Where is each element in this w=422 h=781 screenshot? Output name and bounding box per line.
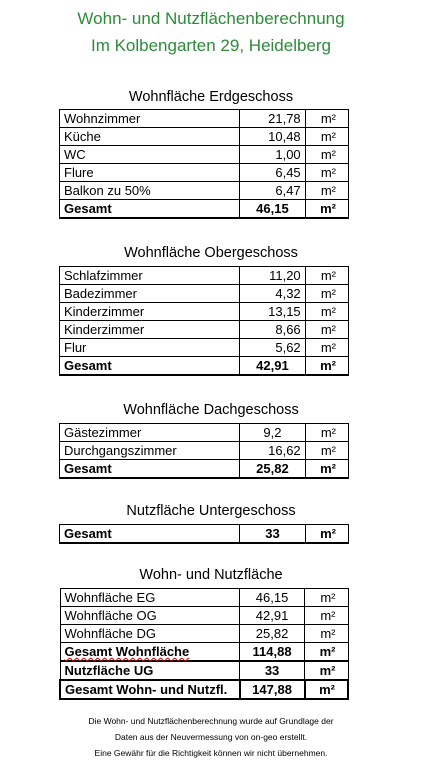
total-row — [60, 200, 349, 219]
section-title-untergeschoss: Nutzfläche Untergeschoss — [126, 503, 296, 519]
room-name: Badezimmer — [60, 285, 240, 303]
total-area: 33 — [240, 525, 305, 544]
document-address: Im Kolbengarten 29, Heidelberg — [90, 36, 332, 55]
room-area: 21,78 — [240, 110, 305, 128]
table-dachgeschoss — [59, 423, 349, 479]
unit-label: m² — [305, 110, 348, 128]
wohn-total-area: 114,88 — [240, 643, 305, 662]
unit-label: m² — [305, 267, 348, 285]
room-area: 11,20 — [240, 267, 305, 285]
document-title: Wohn- und Nutzflächenberechnung — [77, 9, 345, 28]
unit-label: m² — [305, 164, 348, 182]
grand-total-row — [60, 680, 348, 699]
room-area: 5,62 — [240, 339, 305, 357]
unit-label: m² — [305, 146, 348, 164]
table-row — [60, 339, 349, 357]
wohn-total-text: Gesamt Wohnfläche — [64, 644, 190, 659]
room-area: 8,66 — [240, 321, 305, 339]
unit-label: m² — [305, 128, 348, 146]
table-row — [60, 267, 349, 285]
summary-name: Wohnfläche DG — [60, 625, 240, 643]
room-name: Flure — [60, 164, 240, 182]
room-area: 6,47 — [240, 182, 305, 200]
unit-label: m² — [305, 357, 348, 376]
table-row — [60, 442, 349, 460]
table-row — [60, 625, 348, 643]
nutz-total-area: 33 — [240, 661, 305, 680]
table-row — [60, 182, 349, 200]
table-row — [60, 303, 349, 321]
unit-label: m² — [305, 607, 348, 625]
unit-label: m² — [305, 680, 348, 699]
total-row — [60, 460, 349, 479]
summary-name: Wohnfläche OG — [60, 607, 240, 625]
table-row — [60, 164, 349, 182]
footer-note-2: Daten aus der Neuvermessung von on-geo erstellt. — [114, 732, 308, 742]
room-name: WC — [60, 146, 240, 164]
total-label: Gesamt — [60, 525, 240, 544]
unit-label: m² — [305, 460, 348, 479]
unit-label: m² — [305, 182, 348, 200]
table-row — [60, 128, 349, 146]
grand-total-area: 147,88 — [240, 680, 305, 699]
unit-label: m² — [305, 303, 348, 321]
room-name: Balkon zu 50% — [60, 182, 240, 200]
room-name: Wohnzimmer — [60, 110, 240, 128]
wohn-total-label — [60, 643, 240, 662]
summary-area: 25,82 — [240, 625, 305, 643]
nutz-total-label: Nutzfläche UG — [60, 661, 240, 680]
table-row — [60, 285, 349, 303]
table-row — [60, 607, 348, 625]
room-area: 9,2 — [240, 424, 305, 442]
summary-area: 46,15 — [240, 589, 305, 607]
unit-label: m² — [305, 424, 348, 442]
room-area: 10,48 — [240, 128, 305, 146]
room-name: Kinderzimmer — [60, 321, 240, 339]
total-row — [60, 357, 349, 376]
summary-name: Wohnfläche EG — [60, 589, 240, 607]
room-area: 16,62 — [240, 442, 305, 460]
unit-label: m² — [305, 200, 348, 219]
table-row — [60, 589, 348, 607]
summary-area: 42,91 — [240, 607, 305, 625]
total-label: Gesamt — [60, 200, 240, 219]
total-label: Gesamt — [60, 460, 240, 479]
section-title-dachgeschoss: Wohnfläche Dachgeschoss — [123, 402, 299, 418]
table-erdgeschoss — [59, 109, 349, 219]
room-area: 1,00 — [240, 146, 305, 164]
wohn-total-row — [60, 643, 348, 662]
unit-label: m² — [305, 285, 348, 303]
grand-total-label: Gesamt Wohn- und Nutzfl. — [60, 680, 240, 699]
section-title-obergeschoss: Wohnfläche Obergeschoss — [124, 245, 298, 261]
unit-label: m² — [305, 661, 348, 680]
table-summary — [59, 588, 349, 700]
unit-label: m² — [305, 589, 348, 607]
section-title-erdgeschoss: Wohnfläche Erdgeschoss — [128, 89, 294, 105]
room-area: 4,32 — [240, 285, 305, 303]
table-obergeschoss — [59, 266, 349, 376]
unit-label: m² — [305, 525, 348, 544]
room-name: Durchgangszimmer — [60, 442, 240, 460]
table-untergeschoss — [59, 524, 349, 544]
unit-label: m² — [305, 442, 348, 460]
unit-label: m² — [305, 625, 348, 643]
unit-label: m² — [305, 321, 348, 339]
room-name: Küche — [60, 128, 240, 146]
total-label: Gesamt — [60, 357, 240, 376]
section-title-summary: Wohn- und Nutzfläche — [139, 567, 283, 583]
footer-note-1: Die Wohn- und Nutzflächenberechnung wurde auf Grundlage der — [88, 716, 334, 726]
nutz-total-row — [60, 661, 348, 680]
unit-label: m² — [305, 643, 348, 662]
total-row — [60, 525, 349, 544]
total-area: 46,15 — [240, 200, 305, 219]
table-row — [60, 110, 349, 128]
table-row — [60, 424, 349, 442]
total-area: 42,91 — [240, 357, 305, 376]
unit-label: m² — [305, 339, 348, 357]
room-name: Kinderzimmer — [60, 303, 240, 321]
room-area: 13,15 — [240, 303, 305, 321]
room-name: Gästezimmer — [60, 424, 240, 442]
table-row — [60, 146, 349, 164]
total-area: 25,82 — [240, 460, 305, 479]
footer-note-3: Eine Gewähr für die Richtigkeit können wir nicht übernehmen. — [94, 748, 328, 758]
room-area: 6,45 — [240, 164, 305, 182]
room-name: Flur — [60, 339, 240, 357]
room-name: Schlafzimmer — [60, 267, 240, 285]
table-row — [60, 321, 349, 339]
